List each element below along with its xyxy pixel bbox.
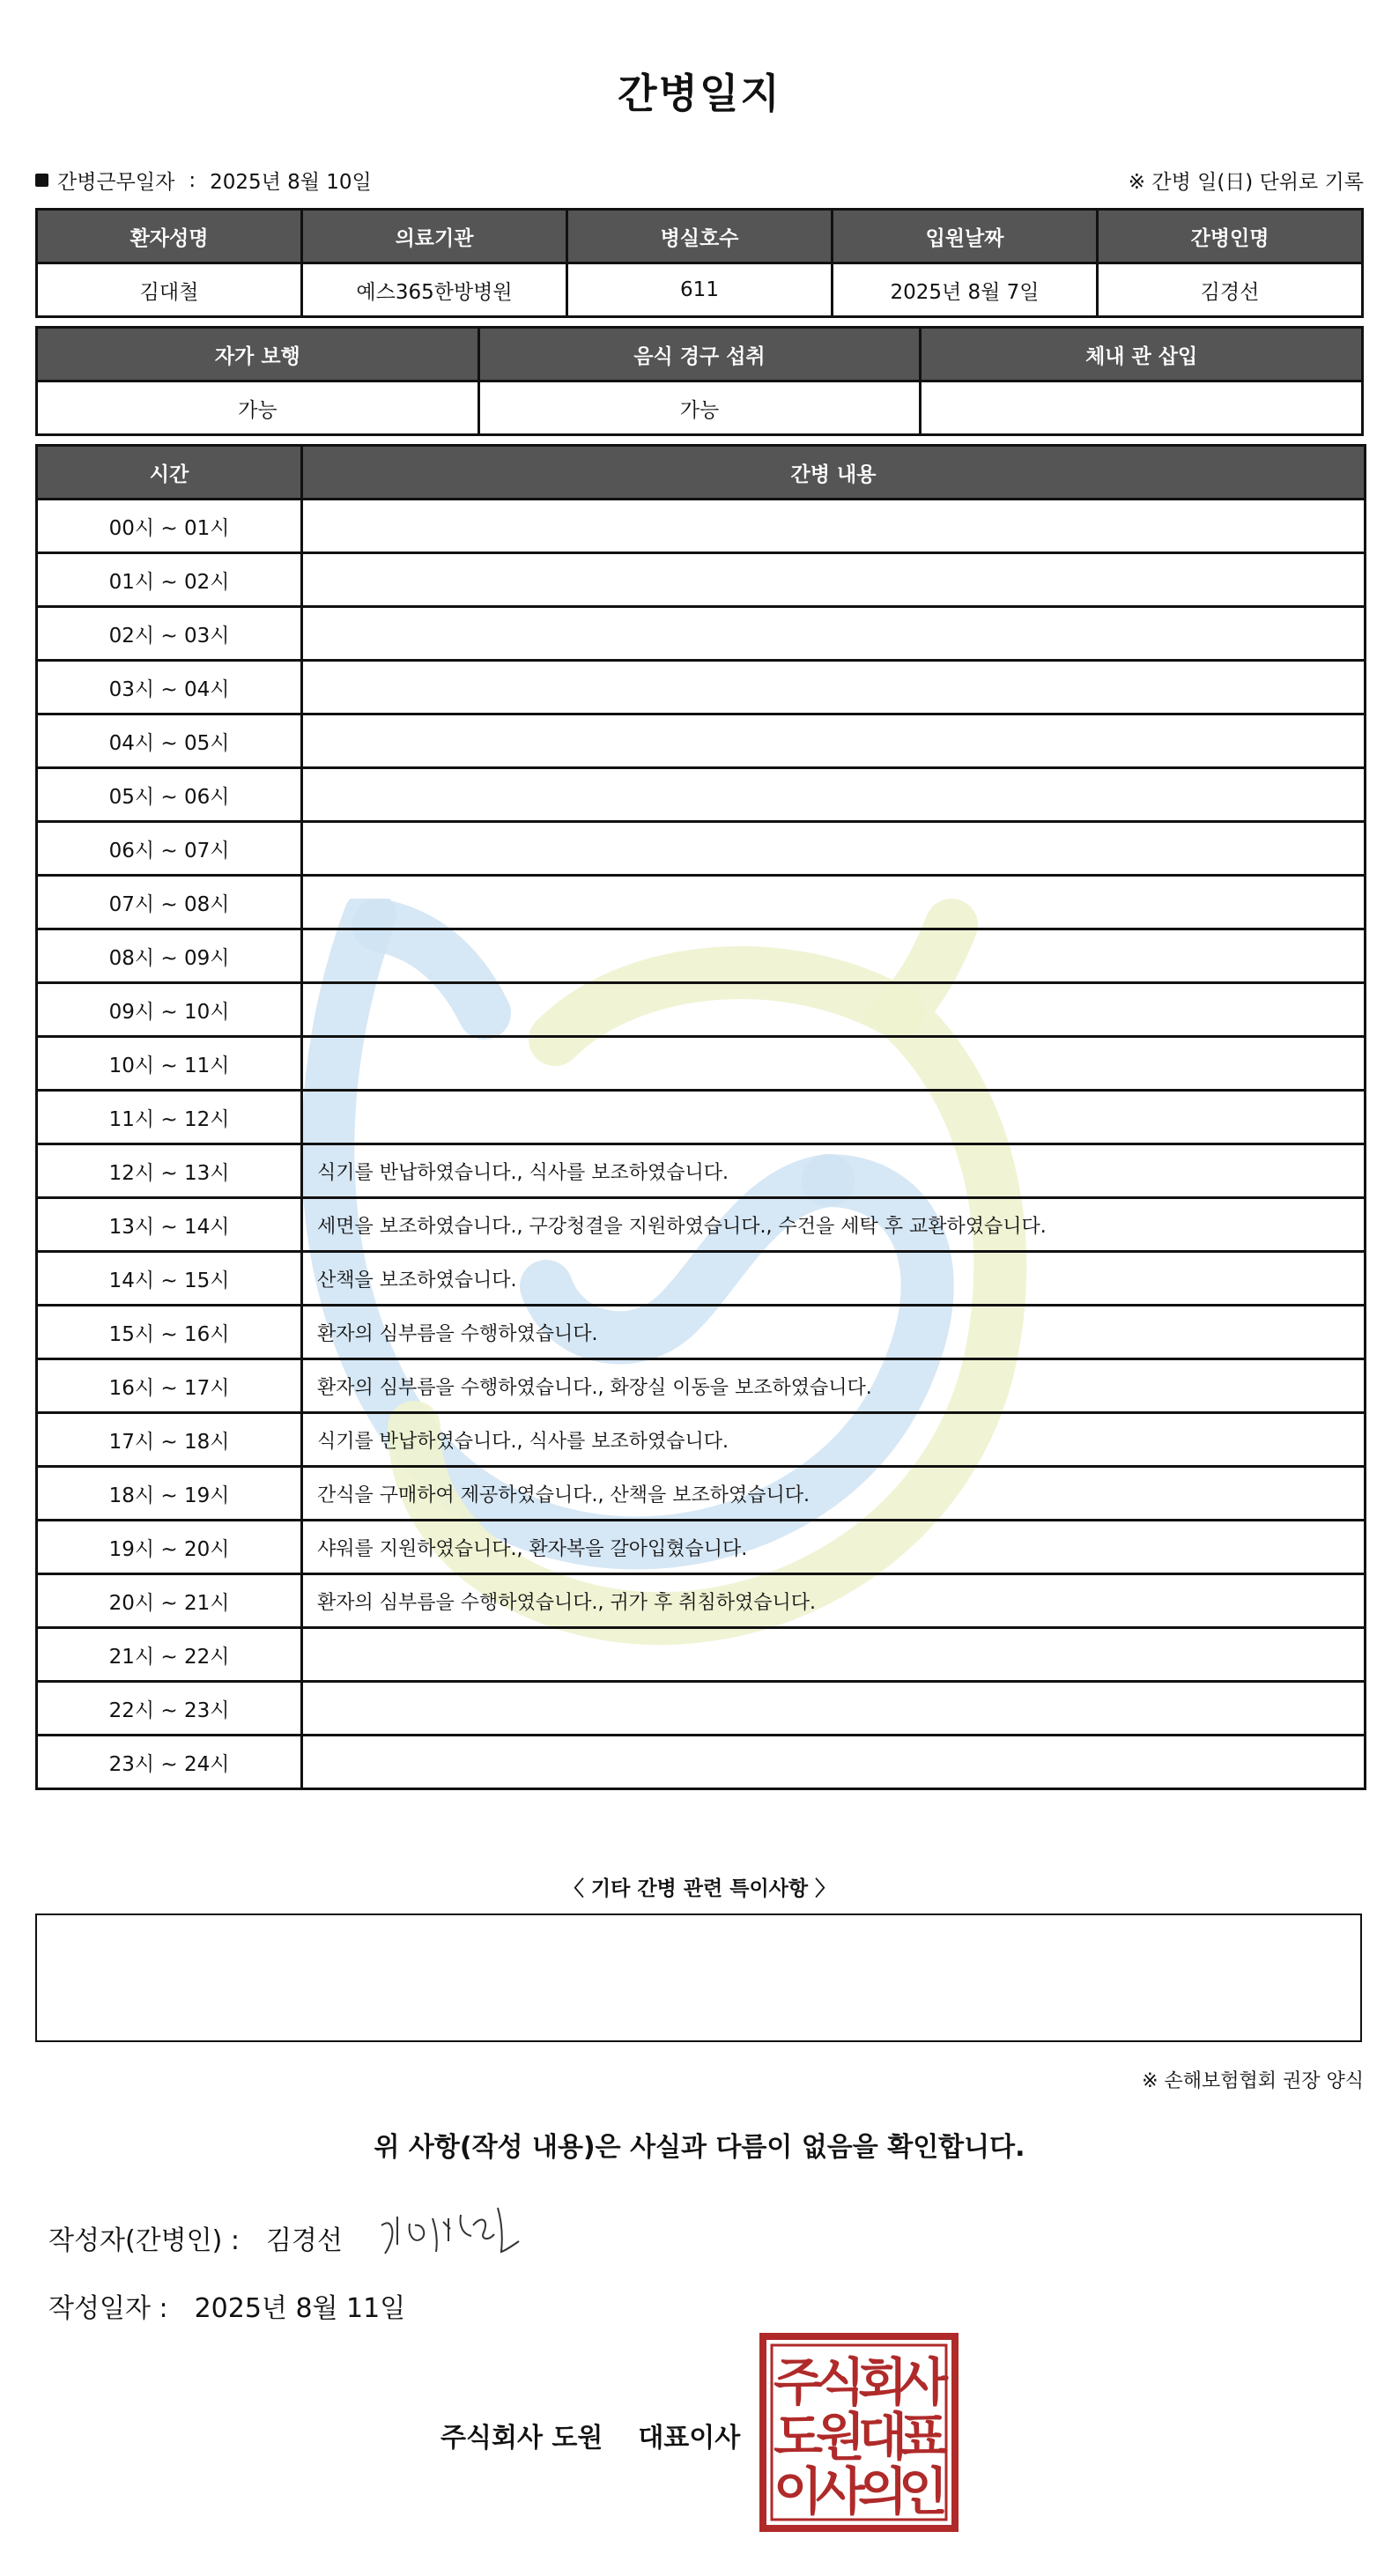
care-content-cell [302, 1682, 1366, 1736]
care-content-cell: 샤워를 지원하였습니다., 환자복을 갈아입혔습니다. [302, 1521, 1366, 1574]
svg-text:회: 회 [857, 2352, 908, 2412]
care-content-cell: 환자의 심부름을 수행하였습니다. [302, 1306, 1366, 1359]
written-date-line [48, 2286, 405, 2325]
medical-institution-value: 예스365한방병원 [302, 263, 567, 317]
patient-ability-table [35, 326, 1364, 436]
time-cell: 07시 ~ 08시 [37, 876, 302, 929]
table-row [37, 1413, 1366, 1467]
time-cell: 05시 ~ 06시 [37, 768, 302, 822]
time-cell: 09시 ~ 10시 [37, 983, 302, 1037]
care-content-cell [302, 876, 1366, 929]
svg-text:표: 표 [898, 2407, 949, 2467]
handwritten-signature [374, 2199, 524, 2261]
care-content-cell: 간식을 구매하여 제공하였습니다., 산책을 보조하였습니다. [302, 1467, 1366, 1521]
care-content-cell [302, 1091, 1366, 1144]
log-header-row [37, 446, 1366, 500]
header-time: 시간 [37, 446, 302, 500]
care-content-cell [302, 822, 1366, 876]
time-cell: 22시 ~ 23시 [37, 1682, 302, 1736]
svg-text:사: 사 [815, 2461, 866, 2521]
table-row [37, 1144, 1366, 1198]
oral-intake-value: 가능 [478, 381, 921, 435]
company-seal-stamp [759, 2333, 959, 2532]
ability-header-row [37, 328, 1363, 381]
work-date-separator: : [189, 168, 196, 192]
care-content-cell: 환자의 심부름을 수행하였습니다., 귀가 후 취침하였습니다. [302, 1574, 1366, 1628]
record-note: ※ 간병 일(日) 단위로 기록 [1128, 171, 1364, 194]
table-row [37, 553, 1366, 607]
care-content-cell [302, 553, 1366, 607]
company-name: 주식회사 도원 [440, 2423, 603, 2454]
admission-date-value: 2025년 8월 7일 [833, 263, 1098, 317]
time-cell: 12시 ~ 13시 [37, 1144, 302, 1198]
care-content-cell [302, 1736, 1366, 1789]
svg-text:사: 사 [898, 2352, 949, 2412]
time-cell: 08시 ~ 09시 [37, 929, 302, 983]
time-cell: 00시 ~ 01시 [37, 500, 302, 553]
time-cell: 13시 ~ 14시 [37, 1198, 302, 1252]
table-row [37, 1091, 1366, 1144]
table-row [37, 500, 1366, 553]
header-tube-insertion: 체내 관 삽입 [921, 328, 1363, 381]
document-title: 간병일지 [618, 70, 781, 117]
time-cell: 14시 ~ 15시 [37, 1252, 302, 1306]
time-cell: 20시 ~ 21시 [37, 1574, 302, 1628]
patient-info-table [35, 208, 1364, 318]
care-content-cell [302, 1037, 1366, 1091]
table-row [37, 1198, 1366, 1252]
time-cell: 04시 ~ 05시 [37, 714, 302, 768]
time-cell: 01시 ~ 02시 [37, 553, 302, 607]
care-content-cell [302, 607, 1366, 661]
care-content-cell [302, 500, 1366, 553]
care-content-cell [302, 714, 1366, 768]
header-self-walking: 자가 보행 [37, 328, 479, 381]
time-cell: 17시 ~ 18시 [37, 1413, 302, 1467]
work-date-line [35, 166, 372, 195]
table-row [37, 1736, 1366, 1789]
time-cell: 18시 ~ 19시 [37, 1467, 302, 1521]
written-date-value: 2025년 8월 11일 [194, 2293, 406, 2324]
work-date-label: 간병근무일자 [57, 171, 175, 194]
care-content-cell [302, 661, 1366, 714]
header-caregiver-name: 간병인명 [1098, 210, 1363, 263]
table-row [37, 1521, 1366, 1574]
header-room-number: 병실호수 [567, 210, 833, 263]
care-content-cell [302, 1628, 1366, 1682]
table-row [37, 983, 1366, 1037]
patient-info-value-row [37, 263, 1363, 317]
care-content-cell: 세면을 보조하였습니다., 구강청결을 지원하였습니다., 수건을 세탁 후 교환하였습니다. [302, 1198, 1366, 1252]
tube-insertion-value [921, 381, 1363, 435]
header-care-content: 간병 내용 [302, 446, 1366, 500]
svg-text:대: 대 [857, 2407, 908, 2467]
table-row [37, 1306, 1366, 1359]
table-row [37, 1359, 1366, 1413]
care-content-cell [302, 929, 1366, 983]
writer-label: 작성자(간병인) : [48, 2225, 240, 2256]
header-admission-date: 입원날짜 [833, 210, 1098, 263]
special-notes-box [35, 1913, 1362, 2042]
svg-text:식: 식 [815, 2352, 866, 2412]
header-medical-institution: 의료기관 [302, 210, 567, 263]
table-row [37, 876, 1366, 929]
care-content-cell: 식기를 반납하였습니다., 식사를 보조하였습니다. [302, 1144, 1366, 1198]
time-cell: 15시 ~ 16시 [37, 1306, 302, 1359]
svg-text:주: 주 [773, 2352, 824, 2412]
room-number-value: 611 [567, 263, 833, 317]
header-patient-name: 환자성명 [37, 210, 302, 263]
company-line [440, 2416, 740, 2454]
time-cell: 19시 ~ 20시 [37, 1521, 302, 1574]
care-content-cell: 환자의 심부름을 수행하였습니다., 화장실 이동을 보조하였습니다. [302, 1359, 1366, 1413]
table-row [37, 1252, 1366, 1306]
care-content-cell: 식기를 반납하였습니다., 식사를 보조하였습니다. [302, 1413, 1366, 1467]
table-row [37, 1037, 1366, 1091]
confirmation-statement: 위 사항(작성 내용)은 사실과 다름이 없음을 확인합니다. [374, 2132, 1025, 2163]
caregiver-name-value: 김경선 [1098, 263, 1363, 317]
care-content-cell [302, 983, 1366, 1037]
hourly-care-log-table [35, 444, 1366, 1790]
svg-text:원: 원 [815, 2407, 866, 2467]
header-oral-intake: 음식 경구 섭취 [478, 328, 921, 381]
written-date-label: 작성일자 : [48, 2293, 168, 2324]
table-row [37, 661, 1366, 714]
table-row [37, 768, 1366, 822]
writer-line [48, 2218, 343, 2257]
care-content-cell [302, 768, 1366, 822]
time-cell: 06시 ~ 07시 [37, 822, 302, 876]
table-row [37, 1467, 1366, 1521]
table-row [37, 1628, 1366, 1682]
ability-value-row [37, 381, 1363, 435]
table-row [37, 822, 1366, 876]
time-cell: 21시 ~ 22시 [37, 1628, 302, 1682]
table-row [37, 1682, 1366, 1736]
writer-name: 김경선 [265, 2225, 343, 2256]
bullet-square-icon [35, 174, 48, 187]
table-row [37, 1574, 1366, 1628]
svg-text:인: 인 [898, 2461, 949, 2521]
time-cell: 10시 ~ 11시 [37, 1037, 302, 1091]
care-content-cell: 산책을 보조하였습니다. [302, 1252, 1366, 1306]
time-cell: 11시 ~ 12시 [37, 1091, 302, 1144]
time-cell: 02시 ~ 03시 [37, 607, 302, 661]
patient-name-value: 김대철 [37, 263, 302, 317]
special-notes-title: 〈 기타 간병 관련 특이사항 〉 [563, 1877, 836, 1900]
patient-info-header-row [37, 210, 1363, 263]
table-row [37, 929, 1366, 983]
table-row [37, 607, 1366, 661]
table-row [37, 714, 1366, 768]
ceo-label: 대표이사 [638, 2423, 741, 2454]
svg-text:도: 도 [773, 2407, 824, 2467]
svg-text:의: 의 [857, 2461, 908, 2521]
time-cell: 03시 ~ 04시 [37, 661, 302, 714]
time-cell: 23시 ~ 24시 [37, 1736, 302, 1789]
svg-text:이: 이 [773, 2461, 824, 2521]
self-walking-value: 가능 [37, 381, 479, 435]
form-footnote: ※ 손해보험협회 권장 양식 [1142, 2070, 1364, 2092]
work-date-value: 2025년 8월 10일 [210, 171, 372, 194]
time-cell: 16시 ~ 17시 [37, 1359, 302, 1413]
